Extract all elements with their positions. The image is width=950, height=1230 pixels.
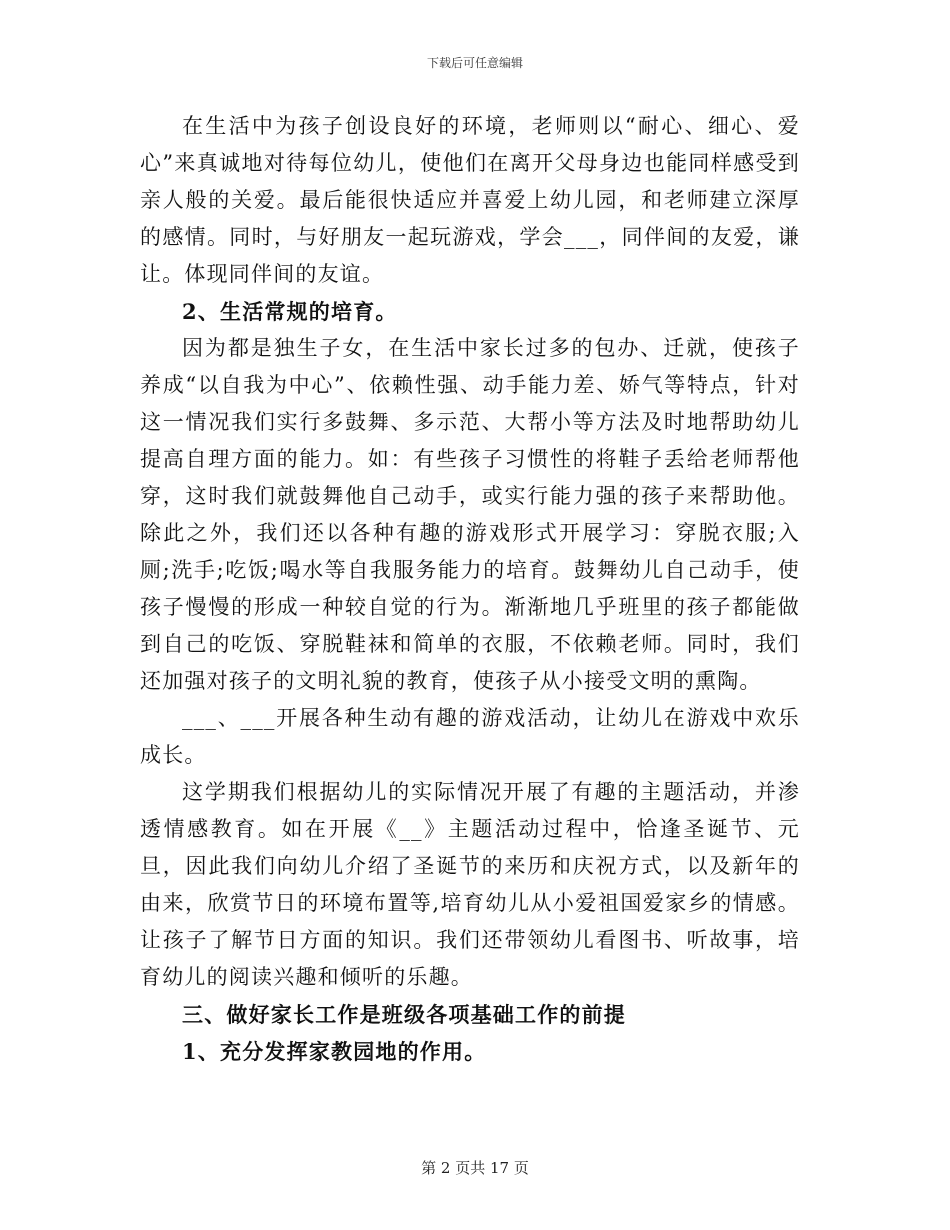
paragraph-self-care: 因为都是独生子女，在生活中家长过多的包办、迁就，使孩子养成“以自我为中心”、依赖性强、动手能力差、娇气等特点，针对这一情况我们实行多鼓舞、多示范、大帮小等方法及时地帮助幼儿提高自理方面的能力。如：有些孩子习惯性的将鞋子丢给老师帮他穿，这时我们就鼓舞他自己动手，或实行能力强的孩子来帮助他。除此之外，我们还以各种有趣的游戏形式开展学习：穿脱衣服;入厕;洗手;吃饭;喝水等自我服务能力的培育。鼓舞幼儿自己动手，使孩子慢慢的形成一种较自觉的行为。渐渐地几乎班里的孩子都能做到自己的吃饭、穿脱鞋袜和简单的衣服，不依赖老师。同时，我们还加强对孩子的文明礼貌的教育，使孩子从小接受文明的熏陶。: [140, 336, 800, 693]
paragraph-theme-activities: 这学期我们根据幼儿的实际情况开展了有趣的主题活动，并渗透情感教育。如在开展《__》主题活动过程中，恰逢圣诞节、元旦，因此我们向幼儿介绍了圣诞节的来历和庆祝方式，以及新年的由来，欣赏节日的环境布置等,培育幼儿从小爱祖国爱家乡的情感。让孩子了解节日方面的知识。我们还带领幼儿看图书、听故事，培育幼儿的阅读兴趣和倾听的乐趣。: [140, 780, 800, 989]
page-header: 下载后可任意编辑: [426, 56, 523, 70]
paragraph-games: ___、___开展各种生动有趣的游戏活动，让幼儿在游戏中欢乐成长。: [140, 706, 800, 767]
heading-parent-corner: 1、充分发挥家教园地的作用。: [182, 1039, 487, 1064]
paragraph-environment: 在生活中为孩子创设良好的环境，老师则以“耐心、细心、爱心”来真诚地对待每位幼儿，使他们在离开父母身边也能同样感受到亲人般的关爱。最后能很快适应并喜爱上幼儿园，和老师建立深厚的感情。同时，与好朋友一起玩游戏，学会___，同伴间的友爱，谦让。体现同伴间的友谊。: [140, 114, 800, 286]
document-body: [140, 108, 800, 1070]
heading-parent-work: 三、做好家长工作是班级各项基础工作的前提: [182, 1002, 626, 1027]
heading-life-routine: 2、生活常规的培育。: [182, 299, 398, 324]
page-number: 第 2 页共 17 页: [421, 1159, 529, 1177]
